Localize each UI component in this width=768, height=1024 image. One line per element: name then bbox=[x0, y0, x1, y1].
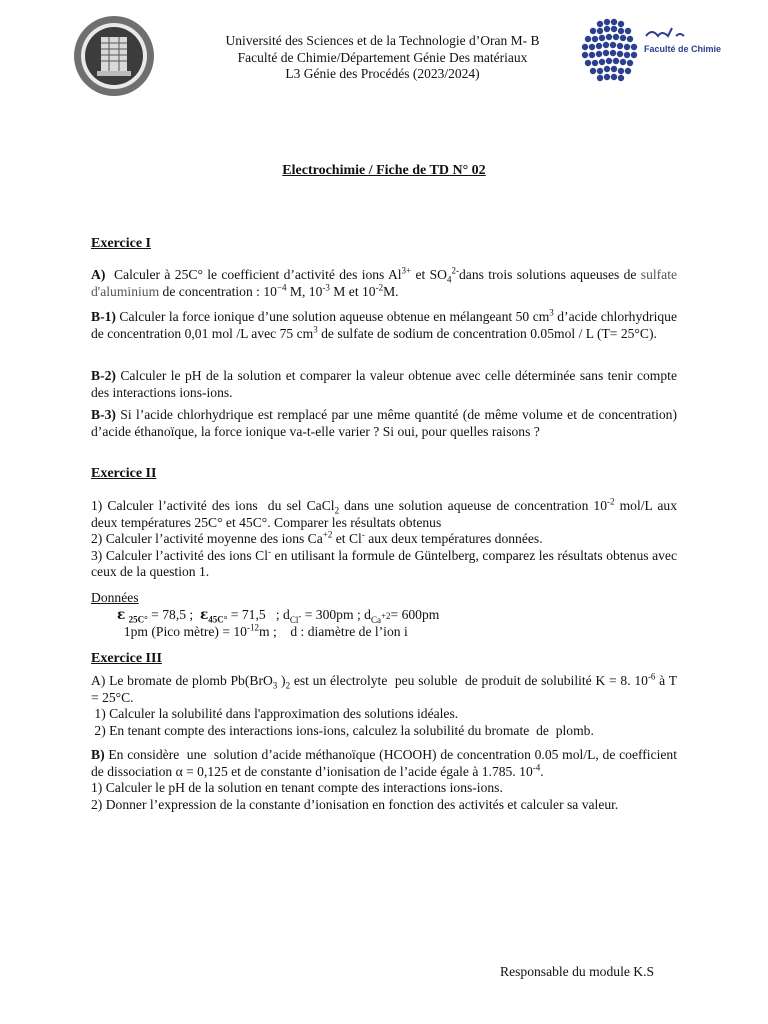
document-title: Electrochimie / Fiche de TD N° 02 bbox=[282, 163, 486, 178]
header-university: Université des Sciences et de la Technologie d’Oran M- B bbox=[225, 33, 540, 48]
exercise-3-part-b: B) En considère une solution d’acide méthanoïque (HCOOH) de concentration 0.05 mol/L, de coefficient de dissociation α = 0,125 et de constante d’ionisation de l’acide égale à 1.785. $10^{-4}$. 1) Calculer le pH de la solution en tenant compte des interactions ions-ions. 2) Donner l’expression de la constante d’ionisation en fonction des activités et calculer sa valeur. bbox=[91, 747, 677, 812]
header bbox=[160, 33, 605, 83]
exercise-2-data-label: Données bbox=[91, 590, 139, 605]
footer-signature: Responsable du module K.S bbox=[500, 964, 655, 979]
exercise-1-heading: Exercice I bbox=[91, 236, 151, 251]
exercise-1-part-b1: B-1) Calculer la force ionique d’une solution aqueuse obtenue en mélangeant 50 $cm^3$ d’acide chlorhydrique de concentration 0,01 mol /L avec 75 $cm^3$ de sulfate de sodium de concentration 0.05mol / L (T= 25°C). bbox=[91, 307, 677, 341]
exercise-3-heading: Exercice III bbox=[91, 651, 162, 666]
header-faculty: Faculté de Chimie/Département Génie Des matériaux bbox=[237, 49, 528, 65]
exercise-1-part-a: A) Calculer à 25C° le coefficient d’activité des ions $Al^{3+}$ et $SO_4^{2-}dans$ trois solutions aqueuses de sulfate d'aluminium de concentration : $10^{-4}$ M, $10^{-3}$ M et $10^{-2}M$. bbox=[91, 265, 678, 299]
exercise-2-heading: Exercice II bbox=[91, 466, 157, 481]
exercise-2-questions: 1) Calculer l’activité des ions du sel CaCl$_2$ dans une solution aqueuse de concentration $10^{-2}$ mol/L aux deux températures 25C° et 45C°. Comparer les résultats obtenus 2) Calculer l’activité moyenne des ions $Ca^{+2}$ et Cl- aux deux températures données. 3) Calculer l’activité des ions Cl- en utilisant la formule de Güntelberg, comparez les résultats obtenus avec ceux de la question 1. bbox=[91, 496, 677, 579]
header-class: L3 Génie des Procédés (2023/2024) bbox=[285, 66, 480, 81]
faculty-logo-text: Faculté de Chimie bbox=[644, 44, 722, 54]
exercise-2-data: ε $_{25C^\circ}$ = 78,5 ; $\varepsilon_{45C^\circ} = 71,5$ ; $d_{Cl^-} = 300pm$ ; $d_{Ca^{+2}}= 600pm$ 1pm (Pico mètre) = $10^{-12}m$ ; d : diamètre de l’ion i bbox=[117, 607, 440, 639]
university-logo bbox=[73, 15, 155, 97]
exercise-1-part-b3: B-3) Si l’acide chlorhydrique est remplacé par une même quantité (de même volume et de concentration) d’acide éthanoïque, la force ionique va-t-elle varier ? Si oui, pour quelles raisons ? bbox=[91, 407, 677, 439]
exercise-1-part-b2: B-2) Calculer le pH de la solution et comparer la valeur obtenue avec celle déterminée sans tenir compte des interactions ions-ions. bbox=[91, 368, 677, 400]
exercise-3-part-a: A) Le bromate de plomb Pb(BrO$_3$ )$_2$ est un électrolyte peu soluble de produit de solubilité K = 8. $10^{-6}$ à T = 25°C. 1) Calculer la solubilité dans l'approximation des solutions idéales. 2) En tenant compte des interactions ions-ions, calculez la solubilité du bromate de plomb. bbox=[91, 671, 678, 738]
